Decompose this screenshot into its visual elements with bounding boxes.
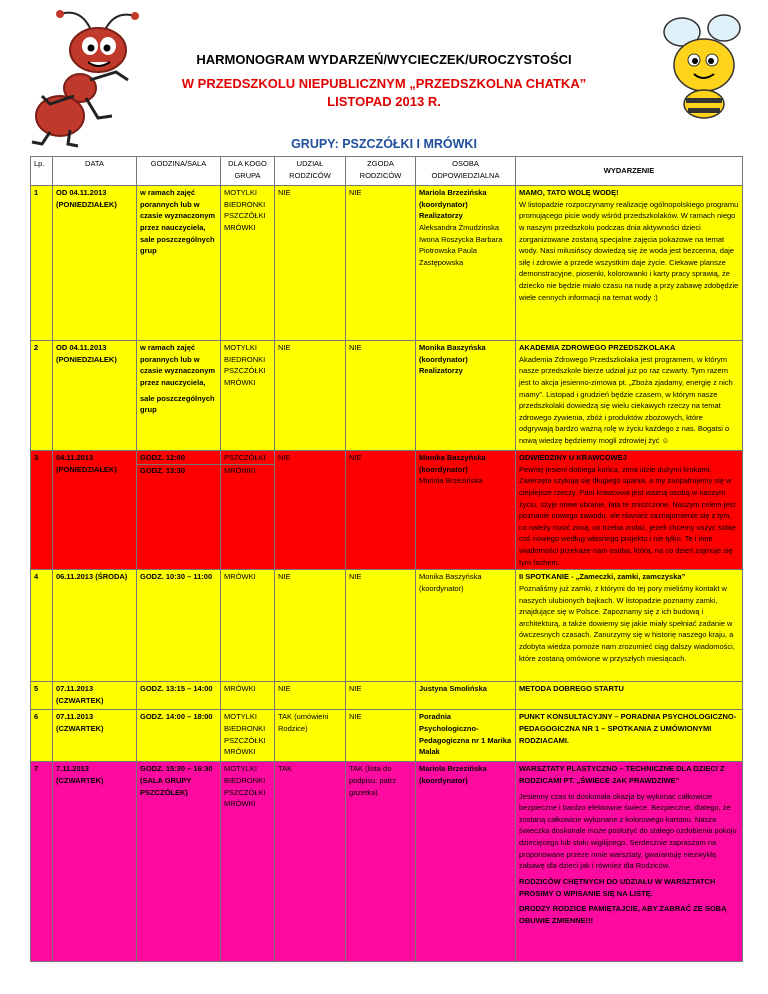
row-person: Mariola Brzezińska (koordynator) [416, 762, 516, 962]
table-row [31, 341, 743, 451]
event-text: Jesienny czas to doskonała okazja by wykonać całkowicie bezpieczne i bardzo efektowne świece. Bezpieczne, dlatego, że zostaną całkowicie wykonane z kolorowego kartonu. Nasza świeczka doskonale może posłużyć do stałego ozdobienia pokoju dziecięcego lub stołu wigilijnego. Serdecznie zapraszam na proponowane przeze mnie warsztaty, gwarantuję niezwykłą zabawę dla dzieci jak i również dla Rodziców. [519, 791, 737, 871]
document-title: HARMONOGRAM WYDARZEŃ/WYCIECZEK/UROCZYSTOŚCI [196, 52, 572, 67]
row-group: MOTYLKI BIEDRONKI PSZCZÓŁKI MRÓWKI [221, 762, 275, 962]
row-group: MOTYLKI BIEDRONKI PSZCZÓŁKI MRÓWKI [221, 186, 275, 341]
row-participation: NIE [275, 682, 346, 710]
row-event [516, 341, 743, 451]
row-consent: NIE [346, 186, 416, 341]
kindergarten-name: W PRZEDSZKOLU NIEPUBLICZNYM „PRZEDSZKOLNA CHATKA” [181, 76, 587, 91]
row-lp: 1 [31, 186, 53, 341]
time-slot-a: GODZ. 12:00 [140, 453, 186, 462]
event-title: MAMO, TATO WOLĘ WODĘ! [519, 188, 619, 197]
event-title: II SPOTKANIE - „Zameczki, zamki, zamczyska” [519, 572, 686, 582]
table-header-row [31, 157, 743, 186]
row-person: Justyna Smolińska [416, 682, 516, 710]
row-consent: NIE [346, 451, 416, 570]
schedule-table [30, 156, 743, 962]
event-note: RODZICÓW CHĘTNYCH DO UDZIAŁU W WARSZTATCH PROSIMY O WPISANIE SIĘ NA LISTĘ. [519, 876, 716, 898]
event-title: METODA DOBREGO STARTU [516, 682, 743, 710]
col-lp: Lp. [31, 157, 53, 186]
month-label: LISTOPAD 2013 R. [327, 94, 441, 109]
table-row [31, 682, 743, 710]
row-event [516, 762, 743, 962]
row-person [416, 451, 516, 570]
row-time: GODZ. 14:00 – 18:00 [137, 710, 221, 762]
row-participation: NIE [275, 341, 346, 451]
table-row [31, 762, 743, 962]
row-person: Poradnia Psychologiczno-Pedagogiczna nr 1 Marika Malak [416, 710, 516, 762]
row-date: 06.11.2013 (ŚRODA) [53, 570, 137, 682]
row-lp: 6 [31, 710, 53, 762]
time-text: w ramach zajęć porannych lub w czasie wyznaczonym przez nauczyciela, [140, 343, 216, 387]
person-coordinator: Mariola Brzezińska (koordynator) Realizatorzy [419, 188, 487, 221]
row-participation: NIE [275, 451, 346, 570]
col-person: OSOBA ODPOWIEDZIALNA [416, 157, 516, 186]
row-lp: 2 [31, 341, 53, 451]
row-time: GODZ. 13:15 – 14:00 [137, 682, 221, 710]
row-date: 07.11.2013 (CZWARTEK) [53, 710, 137, 762]
person-team: Aleksandra Żmudzinska Iwona Roszycka Barbara Piotrowska Paula Zastępowska [419, 222, 503, 267]
col-date: DATA [53, 157, 137, 186]
col-time: GODZINA/SALA [137, 157, 221, 186]
event-note: DRODZY RODZICE PAMIĘTAJCIE, ABY ZABRAĆ ZE SOBĄ OBUWIE ZMIENNE!!! [519, 904, 727, 925]
row-consent: NIE [346, 682, 416, 710]
row-time: GODZ. 15:30 – 16:30 (SALA GRUPY PSZCZÓŁEK) [137, 762, 221, 962]
row-group: MOTYLKI BIEDRONKI PSZCZÓŁKI MRÓWKI [221, 341, 275, 451]
time-slot-b: GODZ. 13:30 [137, 464, 220, 477]
row-lp: 4 [31, 570, 53, 682]
col-consent: ZGODA RODZICÓW [346, 157, 416, 186]
room-text: sale poszczególnych grup [140, 393, 215, 415]
event-title: ODWIEDZINY U KRAWCOWEJ [519, 453, 627, 462]
table-row [31, 570, 743, 682]
event-text: Pewnej jesieni dobiega końca, zima idzie dużymi krokami. Zwierzęta szykują się długiego spania, a my zaopatrujemy się w cieplejsze rzeczy. Pani krawcowa jest ważną osobą w naszym życiu, szyje nowe ubranie, łata te zniszczone. Naszym celem jest poznanie nowego zawodu, ale również zaznajomienie się z tym, co należy nosić zimą, co trzeba zrobić, jeżeli chcemy uszyć sobie coś nowego według własnego projektu i nie tylko. Te i inne wiadomości przekaże nam osoba, która, na co dzień zajmuje się tym fachem. [519, 464, 736, 567]
row-consent: NIE [346, 710, 416, 762]
row-date: OD 04.11.2013 (PONIEDZIAŁEK) [53, 186, 137, 341]
row-participation: NIE [275, 570, 346, 682]
row-date: OD 04.11.2013 (PONIEDZIAŁEK) [53, 341, 137, 451]
col-participation: UDZIAŁ RODZICÓW [275, 157, 346, 186]
row-participation: TAK (umówieni Rodzice) [275, 710, 346, 762]
person-coordinator: Monika Baszyńska (koordynator) [419, 453, 486, 474]
row-participation: TAK [275, 762, 346, 962]
group-slot-a: PSZCZÓŁKI [224, 453, 266, 462]
event-text: Akademia Zdrowego Przedszkolaka jest programem, w którym nasze przedszkole bierze udział już po raz czwarty. Tym razem jest to akcja jesienno-zimowa pt. „Zboża zjadamy, energię z nich mamy”. Listopad i grudzień będzie czasem, w którym nasze przedszkolaki dowiedzą się wielu ciekawych rzeczy na temat zdrowego żywienia, zbóż i produktów zbożowych, które odgrywają bardzo ważną rolę w życiu każdego z nas. Bogatsi o nową wiedzę będziemy mogli zdrowiej żyć ☺ [519, 354, 733, 445]
event-title: PUNKT KONSULTACYJNY – PORADNIA PSYCHOLOGICZNO-PEDAGOGICZNA NR 1 – SPOTKANIA Z UMÓWIONYMI RODZIACAMI. [516, 710, 743, 762]
col-group: DLA KOGO GRUPA [221, 157, 275, 186]
row-person: Monika Baszyńska (koordynator) [416, 570, 516, 682]
row-event [516, 451, 743, 570]
row-date: 7.11.2013 (CZWARTEK) [53, 762, 137, 962]
event-text: Poznaliśmy już zamki, z którymi do tej pory mieliśmy kontakt w naszych ulubionych bajkach. W listopadzie poznamy zamki, znajdujące się w Polsce. Zapoznamy się z ich budową i architekturą, a także dowiemy się jakie miały spełniać zadanie w ówczesnych czasach. Zanurzymy się w historię naszego kraju, a zdobyta wiedza pomoże nam zrozumieć ciąg dalszy wiadomości, które zostaną omówione w przyszłych miesiącach. [519, 583, 735, 663]
group-slot-b: MRÓWKI [221, 464, 274, 477]
event-text: W listopadzie rozpoczynamy realizację ogólnopolskiego programu promującego picie wody wśród przedszkolaków. W ramach niego w naszym przedszkolu podczas dnia aktywności dzieci zorganizowane zostaną specjalne zajęcia pokazowe na temat wody. Nasi milusińscy dowiedzą się że woda jest bezcenna, daje siłę i zdrowie a przede wszystkim daje życie. Ciekawe plansze demonstracyjne, piosenki, kolorowanki i karty pracy sprawią, że dziecko nie będzie miało czasu na nudę a przy zabawę zdobędzie wiele cennych informacji na temat wody :) [519, 199, 739, 302]
groups-heading: GRUPY: PSZCZÓŁKI I MRÓWKI [291, 137, 477, 151]
row-group: MRÓWKI [221, 570, 275, 682]
row-consent: TAK (lista do podpisu: patrz gazetka) [346, 762, 416, 962]
row-consent: NIE [346, 341, 416, 451]
person-team: Mariola Brzezińska [419, 476, 483, 486]
event-title: AKADEMIA ZDROWEGO PRZEDSZKOLAKA [519, 343, 676, 352]
row-event [516, 570, 743, 682]
row-participation: NIE [275, 186, 346, 341]
row-time [137, 341, 221, 451]
row-date: 04.11.2013 (PONIEDZIAŁEK) [53, 451, 137, 570]
table-row [31, 710, 743, 762]
row-person [416, 186, 516, 341]
row-lp: 3 [31, 451, 53, 570]
row-consent: NIE [346, 570, 416, 682]
row-group [221, 451, 275, 570]
row-group: MRÓWKI [221, 682, 275, 710]
row-group: MOTYLKI BIEDRONKI PSZCZÓŁKI MRÓWKI [221, 710, 275, 762]
row-date: 07.11.2013 (CZWARTEK) [53, 682, 137, 710]
row-time: w ramach zajęć porannych lub w czasie wyznaczonym przez nauczyciela, sale poszczególnych grup [137, 186, 221, 341]
row-person: Monika Baszyńska (koordynator) Realizatorzy [416, 341, 516, 451]
row-time [137, 451, 221, 570]
event-title: WARSZTATY PLASTYCZNO – TECHNICZNE DLA DZIECI Z RODZICAMI PT. „ŚWIECE JAK PRAWDZIWE” [519, 764, 725, 785]
row-time: GODZ. 10:30 – 11:00 [137, 570, 221, 682]
row-event [516, 186, 743, 341]
table-row [31, 186, 743, 341]
col-event: WYDARZENIE [516, 157, 743, 186]
row-lp: 5 [31, 682, 53, 710]
row-lp: 7 [31, 762, 53, 962]
table-row [31, 451, 743, 570]
